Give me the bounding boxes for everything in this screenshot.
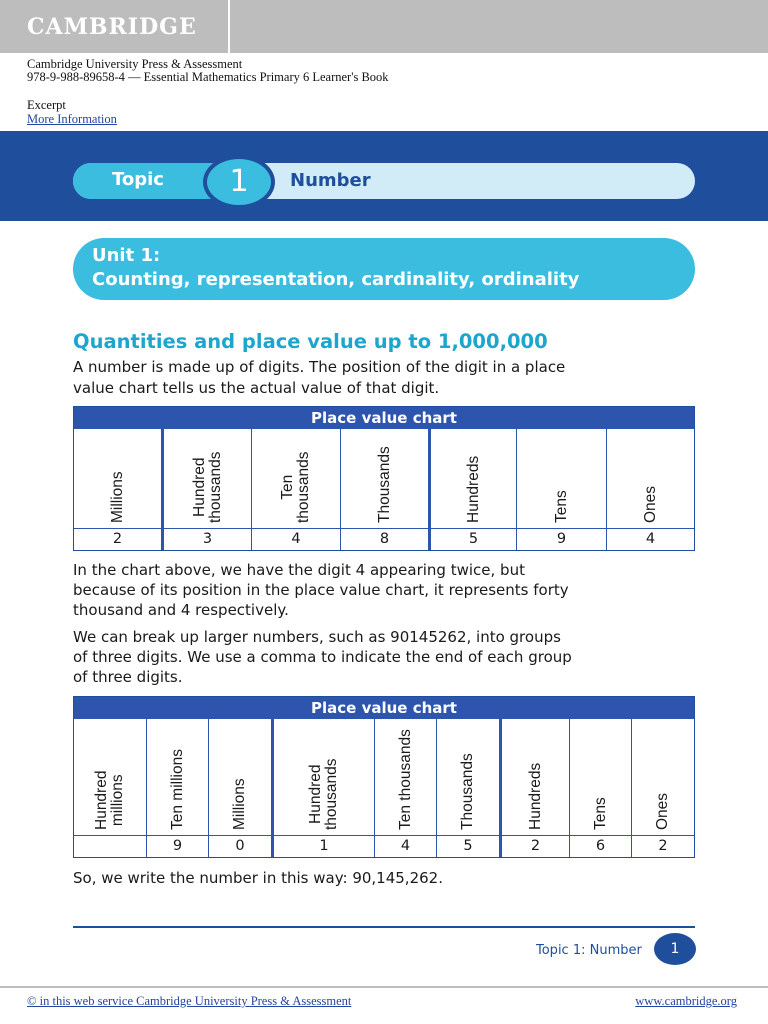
excerpt-label: Excerpt (27, 98, 66, 112)
column-label-line: Ones (654, 792, 671, 830)
chart-header-row (74, 429, 694, 529)
column-label-line: Thousands (459, 753, 476, 830)
column-header (606, 429, 694, 529)
chart-digit-row (74, 529, 694, 550)
digit-cell: 5 (428, 529, 516, 550)
paragraph-3-line-2: of three digits. We use a comma to indicate the end of each group (73, 648, 572, 666)
chart-digit-row (74, 836, 694, 857)
column-header (208, 719, 271, 836)
column-label (377, 446, 393, 523)
column-label (528, 763, 544, 830)
place-value-chart-1 (73, 406, 695, 551)
column-label-line: millions (109, 774, 126, 827)
intro-line-1: A number is made up of digits. The position of the digit in a place (73, 358, 566, 376)
column-header (569, 719, 631, 836)
digit-cell (74, 836, 146, 857)
chart-title: Place value chart (74, 407, 694, 429)
digit-cell: 3 (161, 529, 251, 550)
column-label-line: Ten (279, 474, 296, 500)
column-header (161, 429, 251, 529)
topic-name: Number (290, 170, 371, 191)
digit-cell: 2 (112, 531, 123, 547)
column-label-line: Hundred (307, 764, 324, 824)
column-label-line: Tens (591, 797, 609, 830)
footer-topic-label: Topic 1: Number (536, 943, 642, 958)
column-label-line: Tens (552, 490, 570, 523)
chart-title: Place value chart (74, 697, 694, 719)
topic-number: 1 (229, 164, 249, 199)
column-label (170, 749, 186, 830)
paragraph-3-line-1: We can break up larger numbers, such as 90145262, into groups (73, 628, 561, 646)
topic-label: Topic (112, 169, 164, 190)
column-header (436, 719, 499, 836)
column-header (499, 719, 569, 836)
place-value-chart-2 (73, 696, 695, 858)
column-header (374, 719, 436, 836)
column-label-line: Ten millions (168, 749, 186, 830)
column-label-line: Millions (231, 778, 248, 830)
header-bar (0, 0, 768, 53)
bottom-rule (0, 986, 768, 988)
cambridge-website-link[interactable]: www.cambridge.org (635, 994, 737, 1008)
unit-number: Unit 1: (92, 245, 161, 266)
column-label (308, 758, 340, 830)
column-header (428, 429, 516, 529)
column-label (466, 456, 482, 523)
column-header (340, 429, 428, 529)
digit-cell: 6 (569, 836, 631, 857)
column-label-line: Hundreds (464, 455, 482, 523)
column-label-line: thousands (323, 758, 340, 830)
column-label (643, 486, 659, 523)
column-label (94, 771, 126, 830)
column-label (110, 471, 126, 523)
column-label-line: Ten thousands (396, 729, 414, 830)
column-label-line: Thousands (375, 446, 393, 523)
digit-cell: 4 (606, 529, 694, 550)
column-label (593, 797, 609, 830)
column-header (631, 719, 694, 836)
column-label-line: Hundreds (526, 762, 544, 830)
cambridge-logo: CAMBRIDGE (27, 14, 197, 40)
column-label (460, 753, 476, 830)
paragraph-3-line-3: of three digits. (73, 668, 183, 686)
column-label (192, 451, 224, 523)
digit-cell: 0 (208, 836, 271, 857)
digit-cell: 1 (271, 836, 374, 857)
digit-cell: 5 (436, 836, 499, 857)
digit-cell: 8 (340, 529, 428, 550)
column-header (74, 719, 146, 836)
column-label-line: Hundred (93, 770, 110, 830)
chart-header-row (74, 719, 694, 836)
book-line: 978-9-988-89658-4 — Essential Mathematics Primary 6 Learner's Book (27, 70, 389, 84)
column-label (280, 451, 312, 523)
digit-cell: 2 (499, 836, 569, 857)
digit-cell: 4 (374, 836, 436, 857)
column-header (251, 429, 340, 529)
column-label (232, 778, 248, 830)
header-divider (228, 0, 230, 53)
paragraph-2-line-1: In the chart above, we have the digit 4 appearing twice, but (73, 561, 525, 579)
column-label (398, 729, 414, 830)
column-header (516, 429, 606, 529)
column-label (655, 793, 671, 830)
page-number: 1 (670, 941, 680, 957)
unit-title: Counting, representation, cardinality, ordinality (92, 269, 580, 290)
column-header (271, 719, 374, 836)
column-header (74, 429, 161, 529)
paragraph-2-line-3: thousand and 4 respectively. (73, 601, 289, 619)
publisher-line: Cambridge University Press & Assessment (27, 57, 243, 71)
digit-cell: 9 (146, 836, 208, 857)
digit-cell: 4 (251, 529, 340, 550)
footer-rule (73, 926, 695, 928)
column-label-line: thousands (206, 451, 224, 523)
more-information-link[interactable]: More Information (27, 112, 117, 126)
digit-cell: 9 (516, 529, 606, 550)
column-label (554, 490, 570, 523)
copyright-link[interactable]: © in this web service Cambridge University Press & Assessment (27, 994, 352, 1008)
conclusion-line: So, we write the number in this way: 90,145,262. (73, 869, 443, 887)
column-label-line: Ones (641, 485, 659, 523)
column-header (146, 719, 208, 836)
column-label-line: thousands (295, 451, 312, 523)
digit-cell: 2 (631, 836, 694, 857)
section-heading: Quantities and place value up to 1,000,000 (73, 330, 548, 353)
column-label-line: Millions (108, 471, 126, 523)
column-label-line: Hundred (190, 457, 208, 517)
intro-line-2: value chart tells us the actual value of that digit. (73, 379, 440, 397)
paragraph-2-line-2: because of its position in the place value chart, it represents forty (73, 581, 569, 599)
